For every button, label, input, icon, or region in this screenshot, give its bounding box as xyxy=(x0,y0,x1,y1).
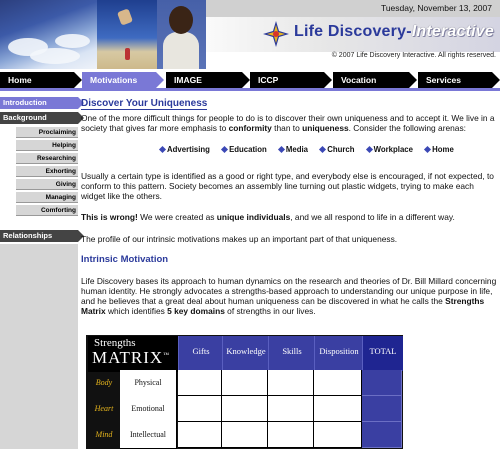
profile-paragraph: The profile of our intrinsic motivations makes up an important part of that uniqueness. xyxy=(81,234,398,244)
matrix-row-domain: Body xyxy=(95,378,113,387)
current-date: Tuesday, November 13, 2007 xyxy=(380,3,492,13)
sidebar-subitem-giving[interactable]: Giving xyxy=(16,179,78,190)
matrix-cell xyxy=(222,422,268,448)
matrix-row-domain: Heart xyxy=(94,404,114,413)
matrix-cell xyxy=(178,396,222,422)
arena-item: Workplace xyxy=(367,145,418,154)
sidebar-subitem-proclaiming[interactable]: Proclaiming xyxy=(16,127,78,138)
matrix-logo-bottom: MATRIX™ xyxy=(92,348,171,367)
sidebar-subitem-managing[interactable]: Managing xyxy=(16,192,78,203)
arena-item: Advertising xyxy=(160,145,215,154)
diamond-bullet-icon xyxy=(319,146,326,153)
arena-item: Home xyxy=(425,145,459,154)
matrix-cell xyxy=(178,422,222,448)
diamond-bullet-icon xyxy=(278,146,285,153)
nav-tab-motivations[interactable]: Motivations xyxy=(82,72,156,88)
matrix-cell xyxy=(268,396,314,422)
matrix-cell xyxy=(314,370,362,396)
header-portrait-photo xyxy=(157,0,206,69)
arena-item: Church xyxy=(320,145,359,154)
nav-tab-home[interactable]: Home xyxy=(0,72,74,88)
nav-tab-vocation[interactable]: Vocation xyxy=(333,72,409,88)
brand-main: Life Discovery xyxy=(294,23,407,40)
page-title: Discover Your Uniqueness xyxy=(81,98,208,109)
intro-paragraph: One of the more difficult things for people to do is to discover their own uniqueness and to accept it. We live in a society that gives far more emphasis to conformity than to uniqueness. Consider the following arenas: xyxy=(81,113,495,133)
sidebar-fill xyxy=(0,244,78,449)
matrix-logo-top: Strengths xyxy=(94,337,136,349)
diamond-bullet-icon xyxy=(424,146,431,153)
matrix-col-total: TOTAL xyxy=(362,336,403,371)
matrix-col-skills: Skills xyxy=(268,336,315,371)
header-sky-image xyxy=(0,0,97,69)
matrix-row-domain: Mind xyxy=(95,430,113,439)
motivation-paragraph: Life Discovery bases its approach to human dynamics on the research and theories of Dr. Bill Millard concerning human identity. He strongly advocates a strengths-based approach to understanding our unique purpose in life, and he believes that a great deal about human uniqueness can be discovered in what he calls the Strengths Matrix which identifies 5 key domains of strengths in our lives. xyxy=(81,276,497,316)
brand-accent: Interactive xyxy=(411,23,494,40)
sidebar-subitem-exhorting[interactable]: Exhorting xyxy=(16,166,78,177)
matrix-total-cell xyxy=(362,370,402,396)
nav-tab-iccp[interactable]: ICCP xyxy=(250,72,324,88)
matrix-col-gifts: Gifts xyxy=(178,336,223,371)
conformity-paragraph: Usually a certain type is identified as a good or right type, and everybody else is encouraged, if not expected, to conform to this pattern. Society becomes an assembly line turning out plastic widgets, trying to make each widget like the others. xyxy=(81,171,494,201)
matrix-col-disposition: Disposition xyxy=(314,336,363,371)
nav-tab-services[interactable]: Services xyxy=(418,72,492,88)
matrix-row-name: Physical xyxy=(120,370,177,397)
arenas-list xyxy=(160,145,464,154)
matrix-cell xyxy=(222,370,268,396)
diamond-bullet-icon xyxy=(366,146,373,153)
matrix-cell xyxy=(268,370,314,396)
section-subtitle: Intrinsic Motivation xyxy=(81,254,169,265)
matrix-row-name: Intellectual xyxy=(120,422,177,449)
sidebar-item-introduction[interactable]: Introduction xyxy=(0,97,78,109)
matrix-row-name: Emotional xyxy=(120,396,177,423)
matrix-cell xyxy=(314,422,362,448)
header-beach-photo xyxy=(97,0,157,69)
nav-tab-image[interactable]: IMAGE xyxy=(166,72,242,88)
sidebar-item-relationships[interactable]: Relationships xyxy=(0,230,78,242)
sidebar-subitem-researching[interactable]: Researching xyxy=(16,153,78,164)
brand-name[interactable]: Life Discovery-Interactive xyxy=(294,23,494,40)
date-bar xyxy=(206,0,500,17)
matrix-total-cell xyxy=(362,396,402,422)
wrong-paragraph: This is wrong! We were created as unique individuals, and we all respond to life in a different way. xyxy=(81,212,455,222)
sidebar-subitem-helping[interactable]: Helping xyxy=(16,140,78,151)
matrix-cell xyxy=(178,370,222,396)
diamond-bullet-icon xyxy=(159,146,166,153)
star-logo-icon xyxy=(262,20,290,48)
diamond-bullet-icon xyxy=(221,146,228,153)
arena-item: Media xyxy=(279,145,313,154)
matrix-col-knowledge: Knowledge xyxy=(222,336,269,371)
matrix-cell xyxy=(268,422,314,448)
matrix-cell xyxy=(314,396,362,422)
sidebar-item-background[interactable]: Background xyxy=(0,112,78,124)
matrix-total-cell xyxy=(362,422,402,448)
copyright-text: © 2007 Life Discovery Interactive. All rights reserved. xyxy=(331,52,496,59)
sidebar-subitem-comforting[interactable]: Comforting xyxy=(16,205,78,216)
matrix-cell xyxy=(222,396,268,422)
arena-item: Education xyxy=(222,145,272,154)
